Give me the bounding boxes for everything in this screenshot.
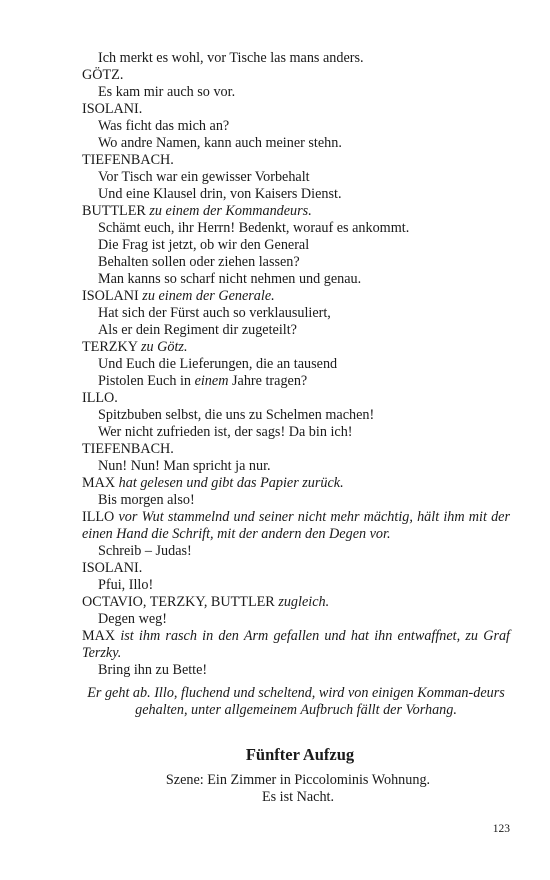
verse-text: Was ficht das mich an? — [98, 118, 230, 134]
verse-line — [82, 543, 510, 560]
speaker-name: MAX — [82, 628, 116, 644]
speaker-name: OCTAVIO, TERZKY, BUTTLER — [82, 594, 275, 610]
verse-text: Und eine Klausel drin, von Kaisers Dienst. — [98, 186, 342, 202]
verse-line — [82, 186, 510, 203]
scene-description — [0, 772, 550, 806]
verse-text: Und Euch die Lieferungen, die an tausend — [98, 356, 338, 372]
speaker-line — [82, 441, 510, 458]
speaker-name: ISOLANI. — [82, 560, 143, 576]
verse-line — [82, 50, 510, 67]
verse-text-continued: Jahre tragen? — [228, 373, 308, 389]
verse-text: Die Frag ist jetzt, ob wir den General — [98, 237, 310, 253]
speaker-direction: ist ihm rasch in den Arm gefallen und hat ihn entwaffnet, zu Graf Terzky. — [82, 628, 510, 661]
verse-text: Pistolen Euch in — [98, 373, 195, 389]
speaker-line — [82, 509, 510, 543]
verse-line — [82, 492, 510, 509]
verse-line — [82, 424, 510, 441]
page-number: 123 — [492, 823, 510, 835]
verse-line — [82, 662, 510, 679]
speaker-name: ISOLANI — [82, 288, 139, 304]
verse-line — [82, 407, 510, 424]
verse-line — [82, 611, 510, 628]
speaker-direction: zu einem der Generale. — [142, 288, 275, 304]
speaker-direction: vor Wut stammelnd und seiner nicht mehr mächtig, hält ihm mit der einen Hand die Schrift, mit der andern den Degen vor. — [82, 509, 511, 542]
verse-text: Degen weg! — [98, 611, 167, 627]
verse-text: Wo andre Namen, kann auch meiner stehn. — [98, 135, 342, 151]
verse-text: Schreib – Judas! — [98, 543, 192, 559]
speaker-line — [82, 152, 510, 169]
verse-line — [82, 458, 510, 475]
verse-text: Behalten sollen oder ziehen lassen? — [98, 254, 300, 270]
verse-text: Wer nicht zufrieden ist, der sags! Da bin ich! — [98, 424, 353, 440]
verse-line — [82, 271, 510, 288]
speaker-name: TIEFENBACH. — [82, 441, 174, 457]
stage-direction: Er geht ab. Illo, fluchend und scheltend, wird von einigen Komman-deurs gehalten, unter allgemeinem Aufbruch fällt der Vorhang. — [87, 685, 505, 718]
speaker-line — [82, 390, 510, 407]
verse-text: Spitzbuben selbst, die uns zu Schelmen machen! — [98, 407, 375, 423]
verse-line — [82, 169, 510, 186]
emphasis: einem — [194, 373, 229, 389]
speaker-name: TERZKY — [82, 339, 138, 355]
verse-line — [82, 135, 510, 152]
speaker-name: ILLO — [82, 509, 115, 525]
verse-text: Bring ihn zu Bette! — [98, 662, 208, 678]
speaker-line — [82, 288, 510, 305]
scene-line-2: Es ist Nacht. — [261, 789, 335, 805]
speaker-line — [82, 101, 510, 118]
verse-line — [82, 254, 510, 271]
scene-line-1: Szene: Ein Zimmer in Piccolominis Wohnung. — [165, 772, 431, 788]
act-title: Fünfter Aufzug — [245, 745, 355, 764]
speaker-line — [82, 594, 510, 611]
verse-line — [82, 577, 510, 594]
speaker-direction: zugleich. — [278, 594, 330, 610]
verse-text: Hat sich der Fürst auch so verklausuliert, — [98, 305, 331, 321]
verse-line — [82, 84, 510, 101]
speaker-name: GÖTZ. — [82, 67, 124, 83]
verse-text: Bis morgen also! — [98, 492, 195, 508]
speaker-name: TIEFENBACH. — [82, 152, 174, 168]
verse-line — [82, 305, 510, 322]
verse-text: Ich merkt es wohl, vor Tische las mans anders. — [98, 50, 364, 66]
speaker-direction: hat gelesen und gibt das Papier zurück. — [118, 475, 344, 491]
verse-text: Vor Tisch war ein gewisser Vorbehalt — [98, 169, 310, 185]
verse-line — [82, 237, 510, 254]
verse-text: Man kanns so scharf nicht nehmen und genau. — [98, 271, 362, 287]
speaker-name: ILLO. — [82, 390, 118, 406]
verse-text: Schämt euch, ihr Herrn! Bedenkt, worauf es ankommt. — [98, 220, 410, 236]
verse-line — [82, 373, 510, 390]
speaker-line — [82, 339, 510, 356]
verse-line — [82, 118, 510, 135]
verse-line — [82, 356, 510, 373]
verse-text: Es kam mir auch so vor. — [98, 84, 236, 100]
speaker-line — [82, 475, 510, 492]
speaker-line — [82, 203, 510, 220]
speaker-name: MAX — [82, 475, 116, 491]
speaker-name: BUTTLER — [82, 203, 146, 219]
verse-line — [82, 220, 510, 237]
speaker-line — [82, 560, 510, 577]
dialogue-block — [82, 50, 510, 679]
speaker-line — [82, 628, 510, 662]
verse-line — [82, 322, 510, 339]
speaker-name: ISOLANI. — [82, 101, 143, 117]
verse-text: Nun! Nun! Man spricht ja nur. — [98, 458, 271, 474]
verse-text: Als er dein Regiment dir zugeteilt? — [98, 322, 297, 338]
verse-text: Pfui, Illo! — [98, 577, 154, 593]
speaker-direction: zu Götz. — [140, 339, 188, 355]
speaker-line — [82, 67, 510, 84]
speaker-direction: zu einem der Kommandeurs. — [149, 203, 312, 219]
